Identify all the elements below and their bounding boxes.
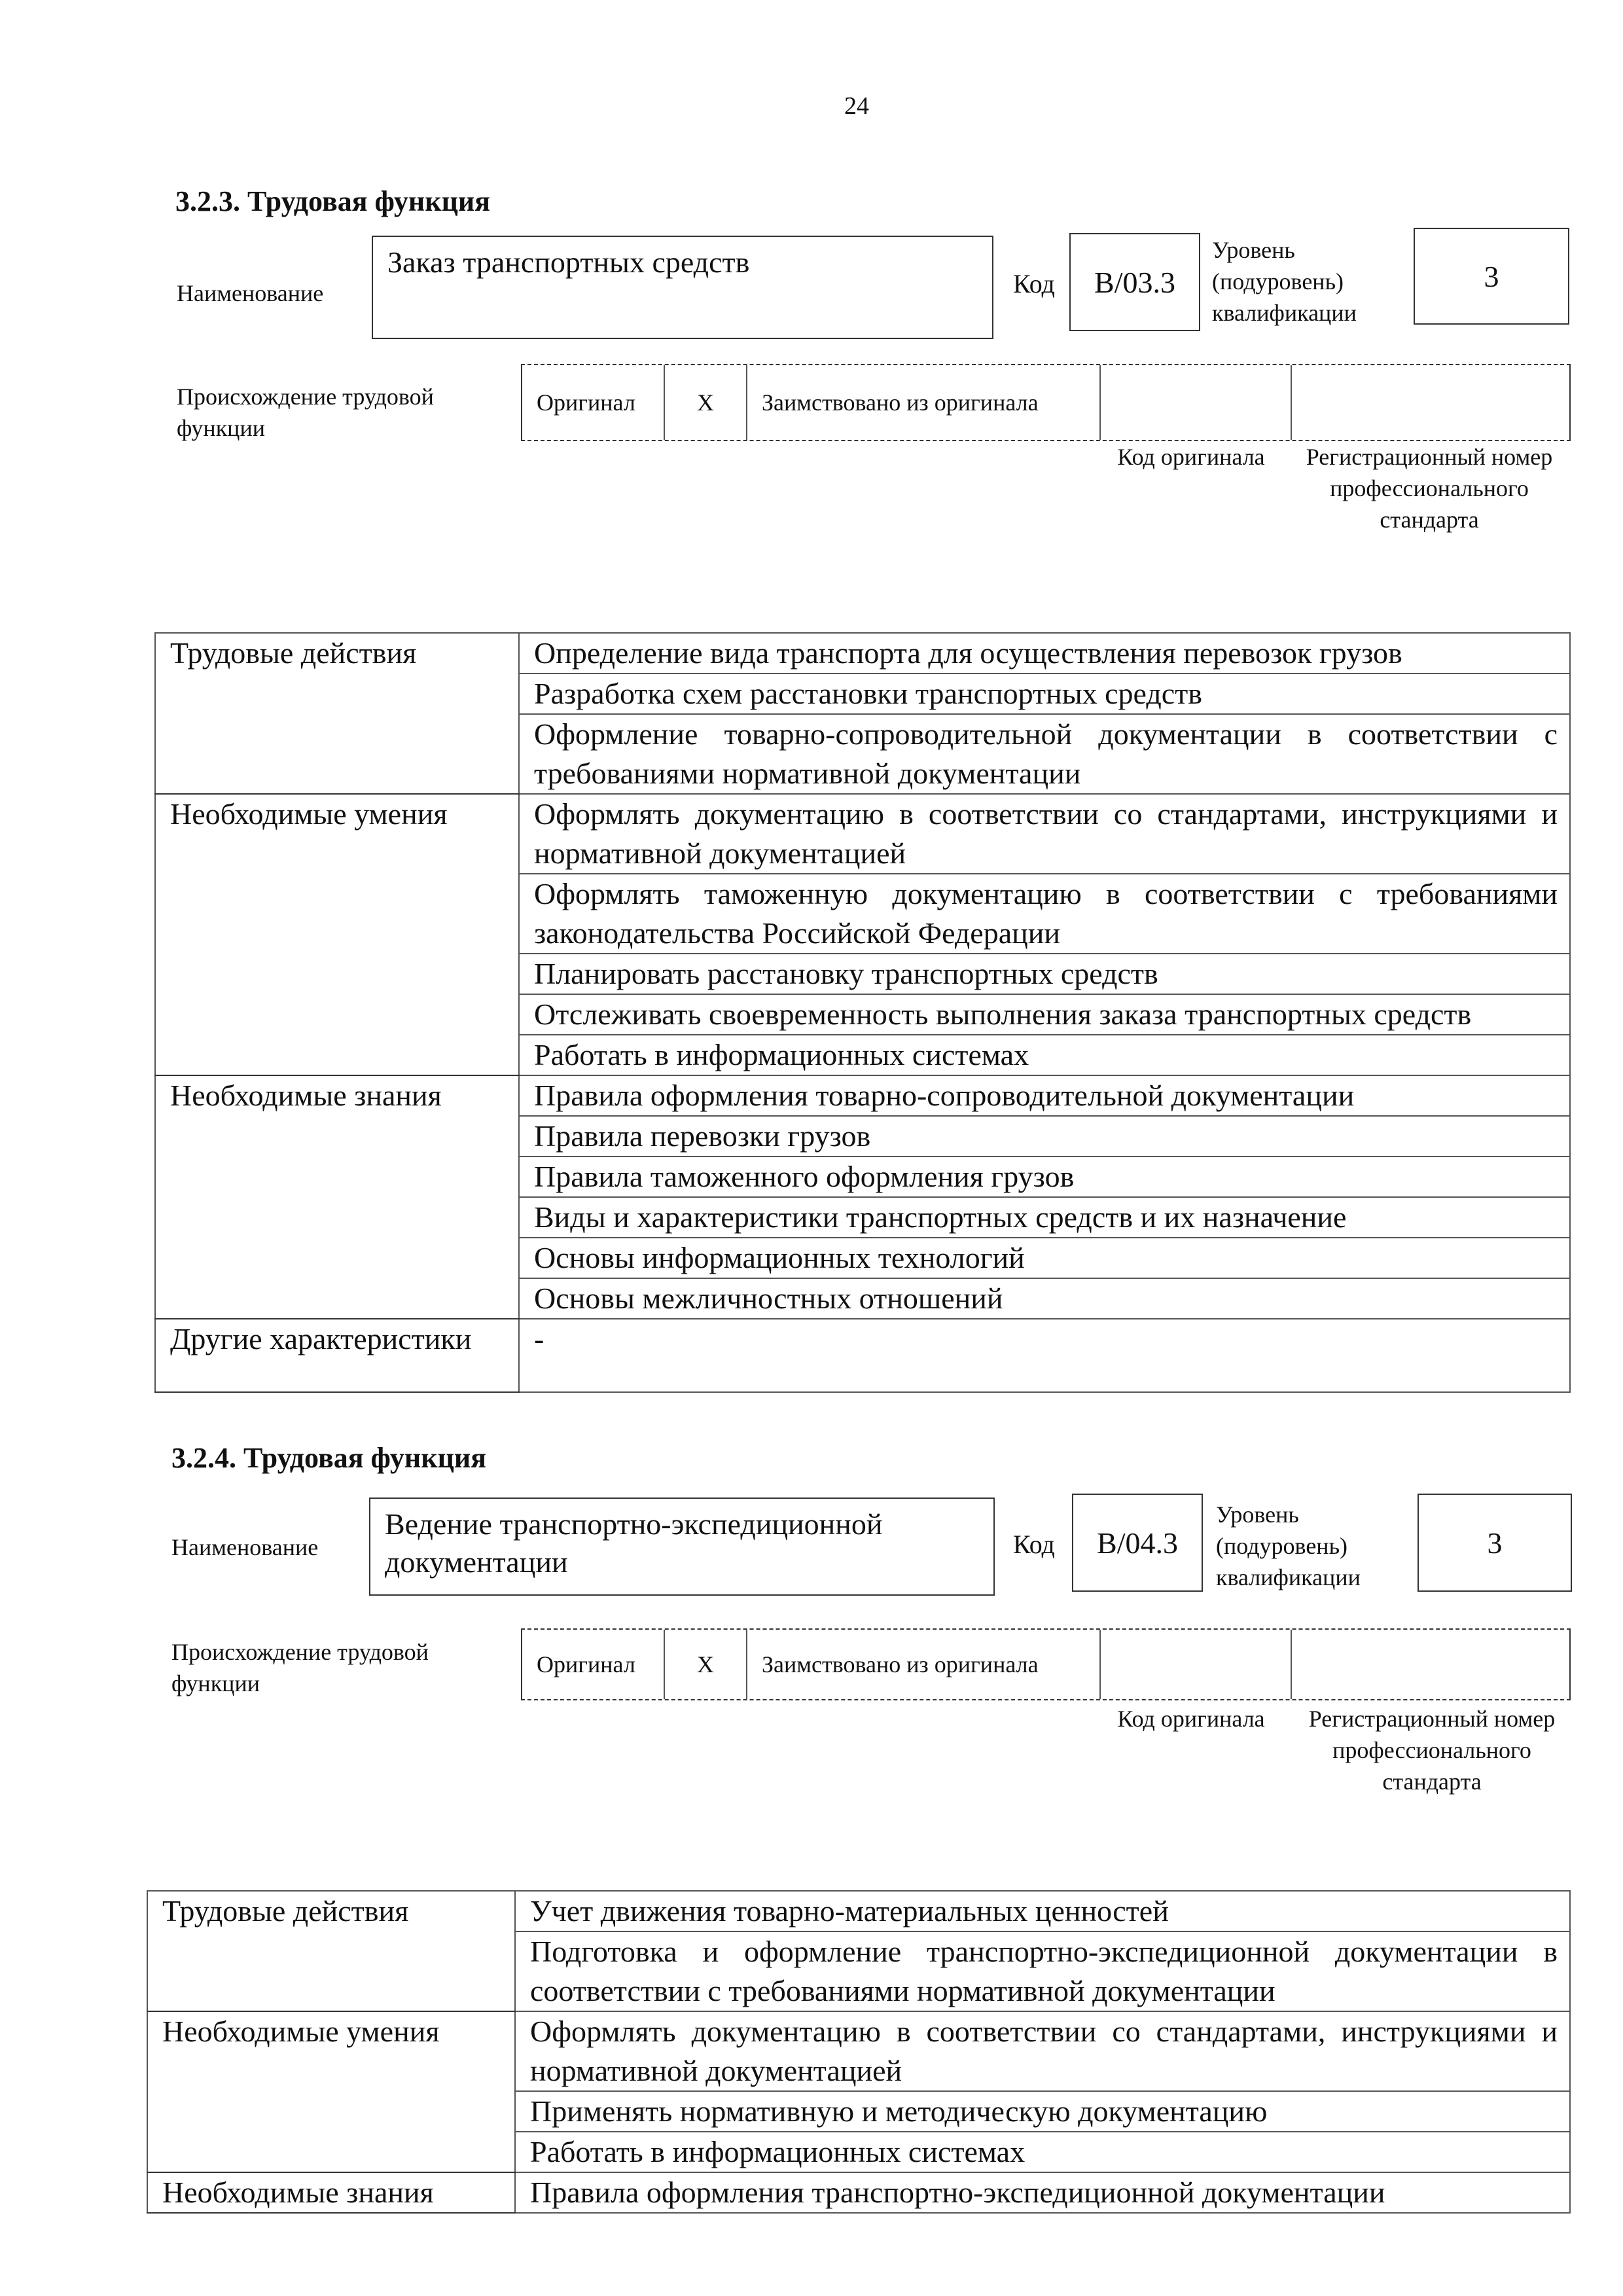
origin-row bbox=[521, 364, 1571, 441]
registration-number-caption: Регистрационный номер профессионального стандарта bbox=[1306, 444, 1553, 533]
category-cell: Необходимые знания bbox=[147, 2172, 515, 2213]
section-title: 3.2.4. Трудовая функция bbox=[171, 1442, 487, 1474]
table-row bbox=[155, 1075, 1570, 1116]
function-code-field: B/03.3 bbox=[1069, 233, 1200, 331]
requirements-table bbox=[147, 1890, 1571, 2214]
original-code-caption: Код оригинала bbox=[1117, 1706, 1265, 1732]
code-label: Код bbox=[1013, 1530, 1055, 1559]
requirement-item: - bbox=[519, 1319, 1570, 1392]
category-cell: Необходимые умения bbox=[147, 2011, 515, 2172]
requirement-item: Работать в информационных системах bbox=[515, 2132, 1570, 2172]
original-mark: X bbox=[665, 365, 747, 440]
original-code-cell bbox=[1101, 1630, 1292, 1699]
function-name-field: Ведение транспортно-экспедиционной документации bbox=[369, 1498, 995, 1596]
requirement-item: Основы информационных технологий bbox=[519, 1238, 1570, 1278]
borrowed-label: Заимствовано из оригинала bbox=[747, 365, 1101, 440]
function-code-field: B/04.3 bbox=[1072, 1494, 1203, 1592]
requirement-item: Правила оформления товарно-сопроводительной документации bbox=[519, 1075, 1570, 1116]
registration-number-caption: Регистрационный номер профессионального стандарта bbox=[1308, 1706, 1556, 1795]
original-mark: X bbox=[665, 1630, 747, 1699]
category-cell: Необходимые умения bbox=[155, 794, 519, 1075]
origin-label: Происхождение трудовой функции bbox=[171, 1639, 429, 1696]
origin-label: Происхождение трудовой функции bbox=[177, 384, 434, 441]
requirement-item: Применять нормативную и методическую документацию bbox=[515, 2091, 1570, 2132]
origin-row bbox=[521, 1628, 1571, 1700]
requirement-item: Работать в информационных системах bbox=[519, 1035, 1570, 1075]
table-row bbox=[147, 1891, 1570, 1931]
requirement-item: Правила перевозки грузов bbox=[519, 1116, 1570, 1157]
table-row bbox=[155, 1319, 1570, 1392]
name-label: Наименование bbox=[177, 280, 324, 306]
requirement-item: Правила оформления транспортно-экспедиционной документации bbox=[515, 2172, 1570, 2213]
original-label: Оригинал bbox=[522, 365, 665, 440]
category-cell: Трудовые действия bbox=[155, 633, 519, 794]
requirement-item: Планировать расстановку транспортных средств bbox=[519, 954, 1570, 994]
table-row bbox=[155, 794, 1570, 874]
level-label: Уровень (подуровень) квалификации bbox=[1216, 1501, 1361, 1590]
requirement-item: Основы межличностных отношений bbox=[519, 1278, 1570, 1319]
requirement-item: Оформлять таможенную документацию в соответствии с требованиями законодательства Российской Федерации bbox=[519, 874, 1570, 954]
requirement-item: Правила таможенного оформления грузов bbox=[519, 1157, 1570, 1197]
category-cell: Трудовые действия bbox=[147, 1891, 515, 2011]
code-label: Код bbox=[1013, 269, 1055, 298]
qualification-level-field: 3 bbox=[1414, 228, 1569, 325]
level-label: Уровень (подуровень) квалификации bbox=[1212, 237, 1357, 326]
section-title: 3.2.3. Трудовая функция bbox=[175, 185, 491, 217]
page-number: 24 bbox=[844, 92, 869, 120]
function-name-field: Заказ транспортных средств bbox=[372, 236, 993, 339]
original-label: Оригинал bbox=[522, 1630, 665, 1699]
registration-number-cell bbox=[1292, 1630, 1569, 1699]
table-row bbox=[147, 2172, 1570, 2213]
requirement-item: Разработка схем расстановки транспортных средств bbox=[519, 673, 1570, 714]
requirement-item: Определение вида транспорта для осуществления перевозок грузов bbox=[519, 633, 1570, 673]
requirement-item: Подготовка и оформление транспортно-экспедиционной документации в соответствии с требованиями нормативной документации bbox=[515, 1931, 1570, 2011]
category-cell: Необходимые знания bbox=[155, 1075, 519, 1319]
original-code-caption: Код оригинала bbox=[1117, 444, 1265, 470]
table-row bbox=[155, 633, 1570, 673]
requirement-item: Виды и характеристики транспортных средств и их назначение bbox=[519, 1197, 1570, 1238]
requirements-table bbox=[154, 632, 1571, 1393]
table-row bbox=[147, 2011, 1570, 2091]
requirement-item: Оформлять документацию в соответствии со стандартами, инструкциями и нормативной документацией bbox=[515, 2011, 1570, 2091]
category-cell: Другие характеристики bbox=[155, 1319, 519, 1392]
original-code-cell bbox=[1101, 365, 1292, 440]
borrowed-label: Заимствовано из оригинала bbox=[747, 1630, 1101, 1699]
requirement-item: Отслеживать своевременность выполнения заказа транспортных средств bbox=[519, 994, 1570, 1035]
requirement-item: Оформление товарно-сопроводительной документации в соответствии с требованиями нормативной документации bbox=[519, 714, 1570, 794]
requirement-item: Оформлять документацию в соответствии со стандартами, инструкциями и нормативной документацией bbox=[519, 794, 1570, 874]
name-label: Наименование bbox=[171, 1534, 319, 1560]
registration-number-cell bbox=[1292, 365, 1569, 440]
qualification-level-field: 3 bbox=[1418, 1494, 1572, 1592]
requirement-item: Учет движения товарно-материальных ценностей bbox=[515, 1891, 1570, 1931]
